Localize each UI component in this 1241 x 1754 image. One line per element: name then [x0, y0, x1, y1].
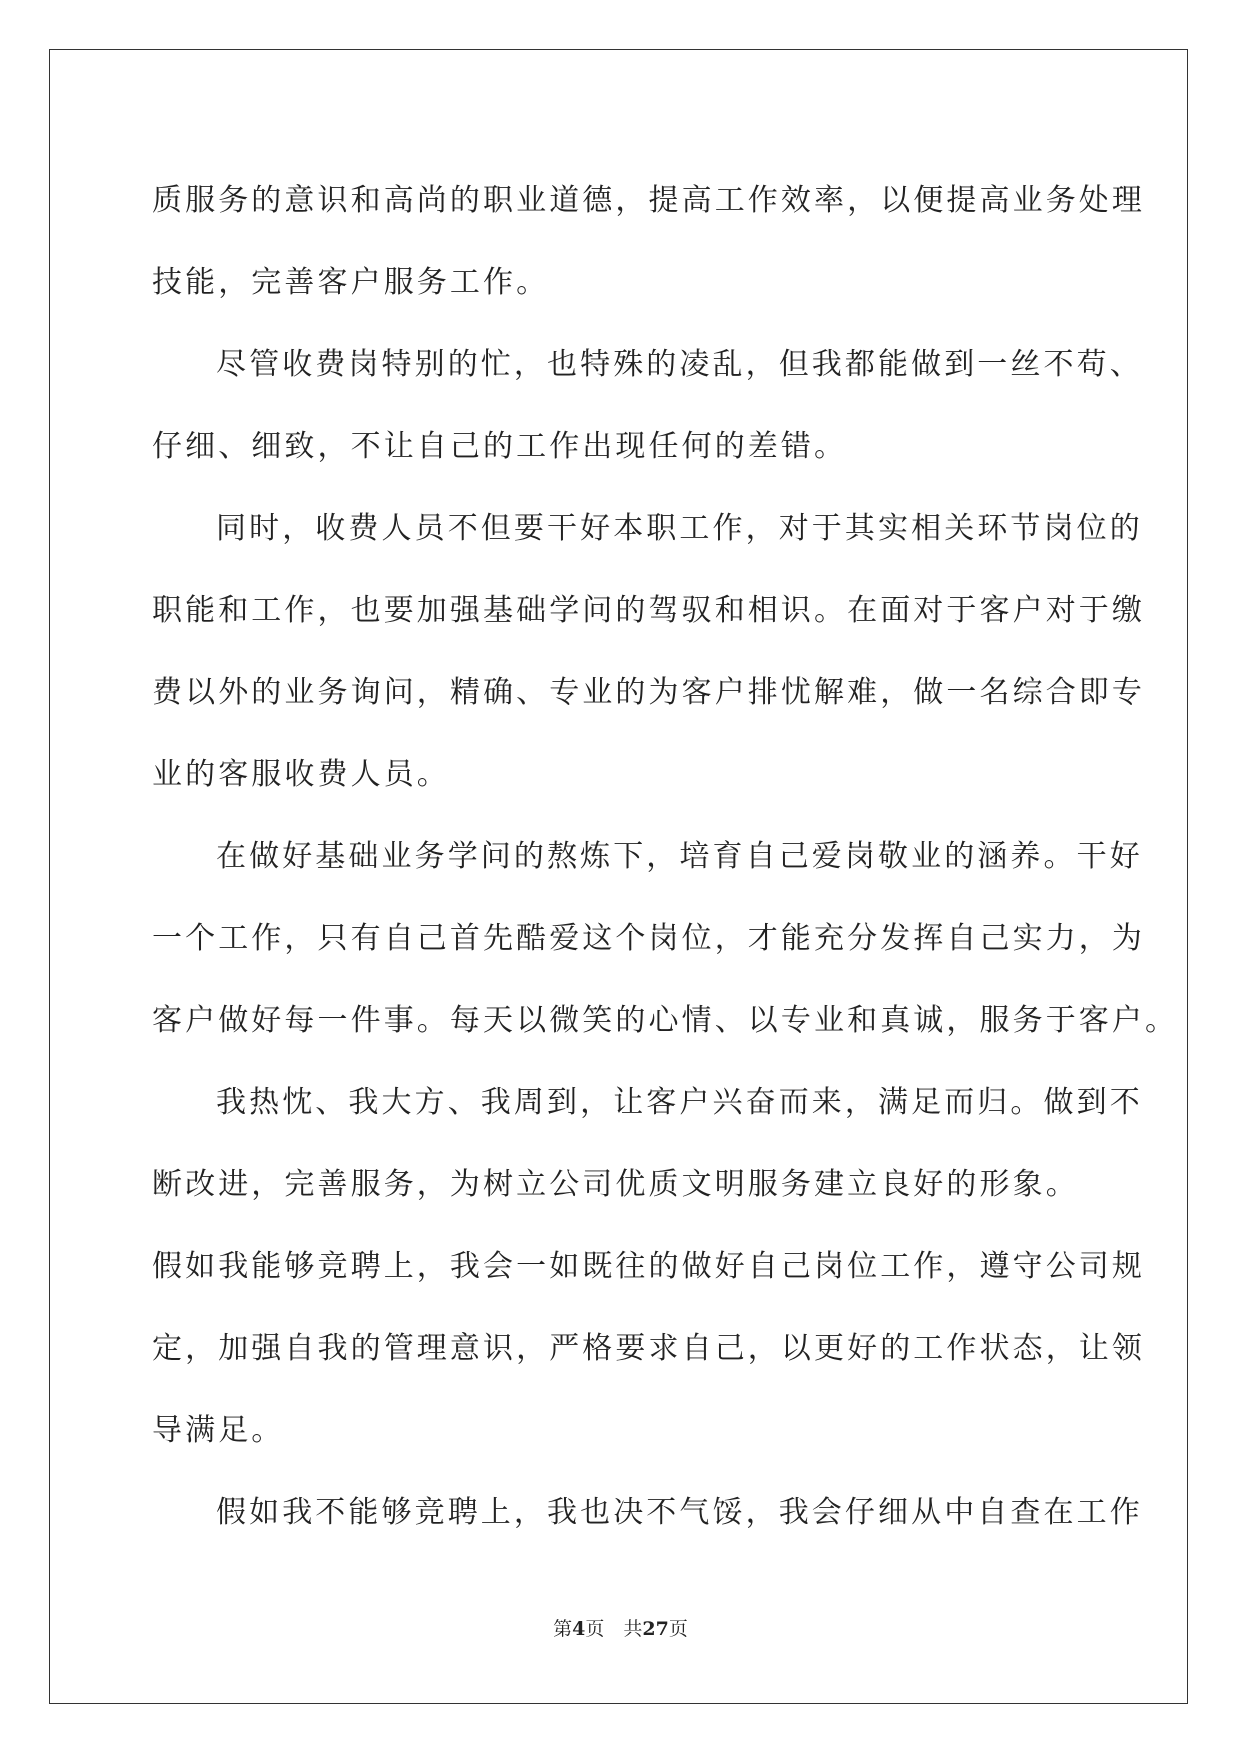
footer-total-pages: 27 — [642, 1618, 669, 1640]
footer-page-number: 4 — [572, 1618, 586, 1640]
text-line: 断改进，完善服务，为树立公司优质文明服务建立良好的形象。 — [152, 1167, 1079, 1202]
text-line: 费以外的业务询问，精确、专业的为客户排忧解难，做一名综合即专 — [152, 675, 1145, 710]
text-line: 假如我能够竞聘上，我会一如既往的做好自己岗位工作，遵守公司规 — [152, 1249, 1145, 1284]
text-line: 定，加强自我的管理意识，严格要求自己，以更好的工作状态，让领 — [152, 1331, 1145, 1366]
footer-middle: 页 共 — [585, 1618, 643, 1640]
paragraph-start-line: 在做好基础业务学问的熬炼下，培育自己爱岗敬业的涵养。干好 — [216, 839, 1143, 874]
footer-prefix: 第 — [553, 1618, 573, 1640]
document-body — [152, 160, 1179, 1554]
paragraph-start-line: 尽管收费岗特别的忙，也特殊的凌乱，但我都能做到一丝不苟、 — [216, 347, 1143, 382]
paragraph-start-line: 我热忱、我大方、我周到，让客户兴奋而来，满足而归。做到不 — [216, 1085, 1143, 1120]
text-line: 职能和工作，也要加强基础学问的驾驭和相识。在面对于客户对于缴 — [152, 593, 1145, 628]
footer-suffix: 页 — [668, 1618, 688, 1640]
text-line: 质服务的意识和高尚的职业道德，提高工作效率，以便提高业务处理 — [152, 183, 1145, 218]
text-line: 业的客服收费人员。 — [152, 757, 450, 792]
text-line: 客户做好每一件事。每天以微笑的心情、以专业和真诚，服务于客户。 — [152, 1003, 1179, 1038]
text-line: 导满足。 — [152, 1413, 285, 1448]
paragraph-start-line: 同时，收费人员不但要干好本职工作，对于其实相关环节岗位的 — [216, 511, 1143, 546]
text-line: 技能，完善客户服务工作。 — [152, 265, 550, 300]
text-line: 一个工作，只有自己首先酷爱这个岗位，才能充分发挥自己实力，为 — [152, 921, 1145, 956]
text-line: 仔细、细致，不让自己的工作出现任何的差错。 — [152, 429, 848, 464]
page-footer — [0, 1614, 1241, 1641]
paragraph-start-line: 假如我不能够竞聘上，我也决不气馁，我会仔细从中自查在工作 — [216, 1495, 1143, 1530]
